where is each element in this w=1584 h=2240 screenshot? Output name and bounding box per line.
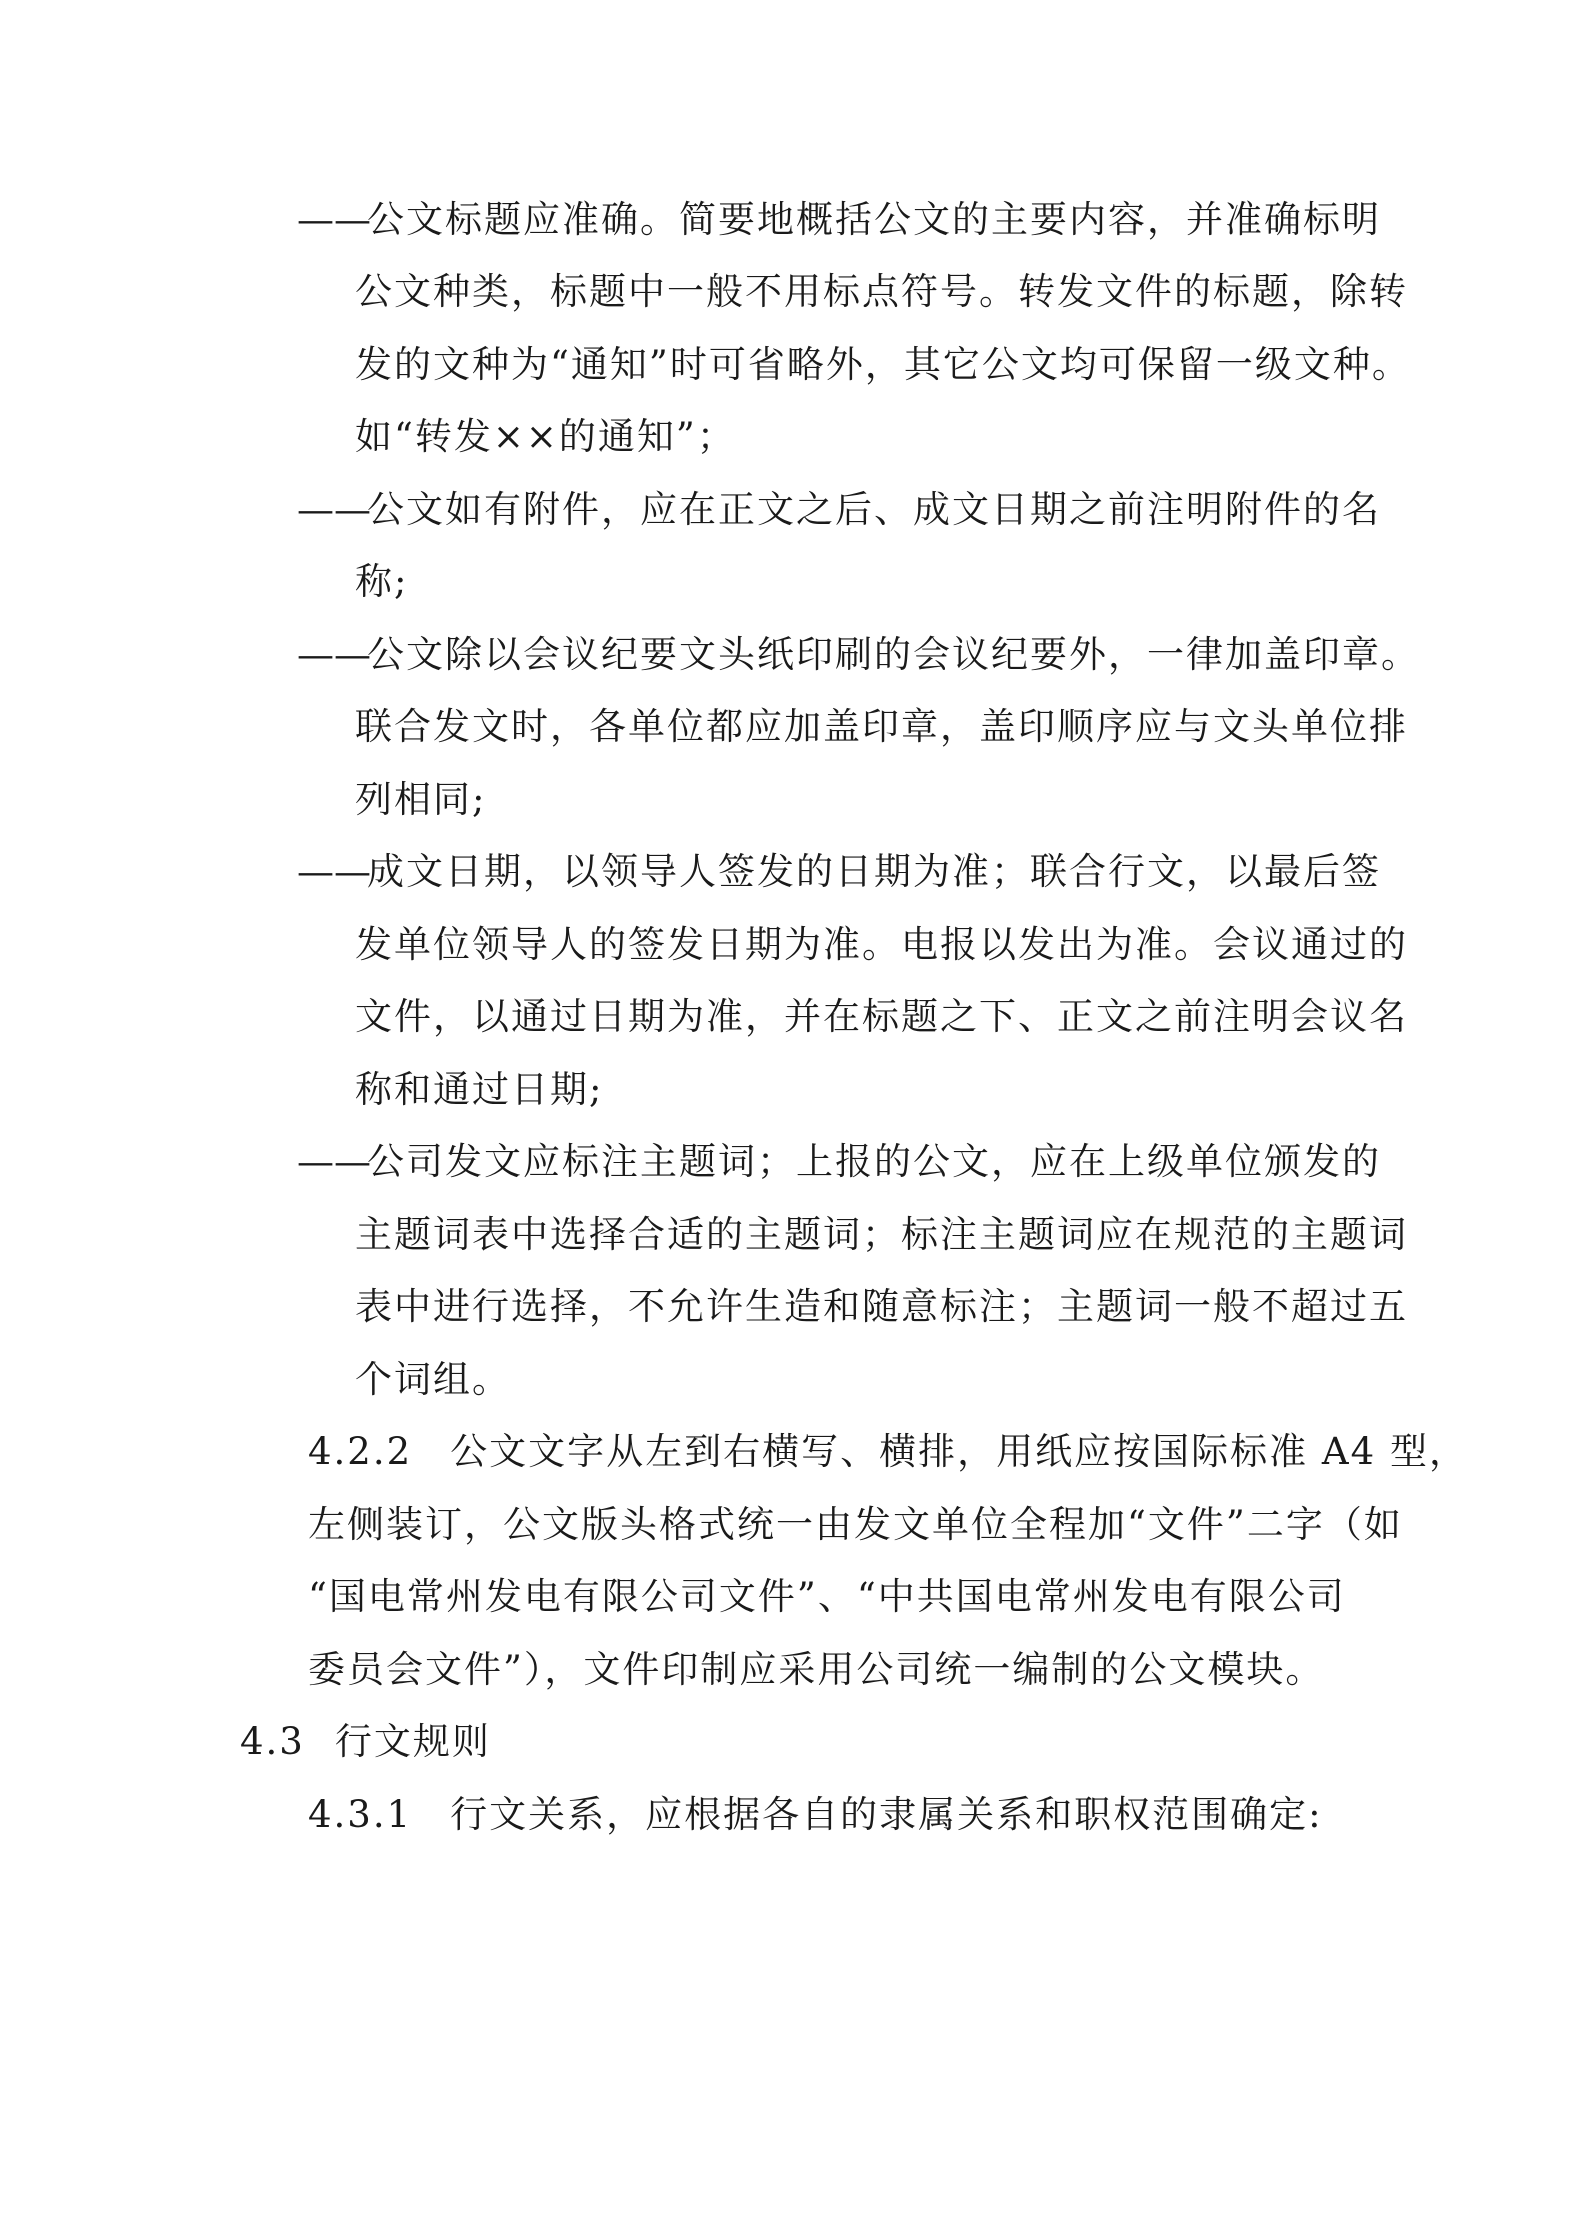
- section-4-2-2-line-3: “国电常州发电有限公司文件”、“中共国电常州发电有限公司: [308, 1575, 1346, 1618]
- section-title: 行文规则: [334, 1720, 491, 1763]
- list-item-5-line-2: 主题词表中选择合适的主题词；标注主题词应在规范的主题词: [355, 1213, 1408, 1256]
- list-item-2-line-2: 称;: [355, 560, 409, 603]
- list-item-5-line-3: 表中进行选择，不允许生造和随意标注；主题词一般不超过五: [355, 1285, 1408, 1328]
- item-dash: ——: [297, 633, 371, 676]
- section-4-2-2-line-1: 4.2.2 公文文字从左到右横写、横排，用纸应按国际标准 A4 型，: [308, 1430, 1468, 1473]
- list-item-3-line-1: ——公文除以会议纪要文头纸印刷的会议纪要外，一律加盖印章。: [297, 633, 1420, 676]
- list-item-4-line-1: ——成文日期，以领导人签发的日期为准；联合行文，以最后签: [297, 850, 1381, 893]
- section-number: 4.3.1: [308, 1793, 413, 1836]
- section-4-3-heading: [240, 1719, 491, 1765]
- list-item-3-line-2: 联合发文时，各单位都应加盖印章，盖印顺序应与文头单位排: [355, 705, 1408, 748]
- list-item-1-line-2: 公文种类，标题中一般不用标点符号。转发文件的标题，除转: [355, 270, 1408, 313]
- section-4-2-2-line-2: 左侧装订，公文版头格式统一由发文单位全程加“文件”二字（如: [308, 1503, 1403, 1546]
- item-dash: ——: [297, 850, 371, 893]
- list-item-4-line-4: 称和通过日期;: [355, 1068, 604, 1111]
- item-dash: ——: [297, 488, 371, 531]
- item-dash: ——: [297, 198, 371, 241]
- list-item-2-line-1: ——公文如有附件，应在正文之后、成文日期之前注明附件的名: [297, 488, 1381, 531]
- list-item-1-line-3: 发的文种为“通知”时可省略外，其它公文均可保留一级文种。: [355, 343, 1411, 386]
- list-item-3-line-3: 列相同;: [355, 778, 487, 821]
- list-item-4-line-2: 发单位领导人的签发日期为准。电报以发出为准。会议通过的: [355, 923, 1408, 966]
- section-number: 4.3: [240, 1720, 305, 1763]
- item-dash: ——: [297, 1140, 371, 1183]
- list-item-1-line-4: 如“转发××的通知”；: [355, 415, 736, 458]
- section-4-3-1-line: 4.3.1 行文关系，应根据各自的隶属关系和职权范围确定:: [308, 1793, 1323, 1836]
- list-item-1-line-1: ——公文标题应准确。简要地概括公文的主要内容，并准确标明: [297, 198, 1381, 241]
- list-item-5-line-1: ——公司发文应标注主题词；上报的公文，应在上级单位颁发的: [297, 1140, 1381, 1183]
- section-number: 4.2.2: [308, 1430, 413, 1473]
- section-4-2-2-line-4: 委员会文件”），文件印制应采用公司统一编制的公文模块。: [308, 1648, 1325, 1691]
- list-item-4-line-3: 文件，以通过日期为准，并在标题之下、正文之前注明会议名: [355, 995, 1408, 1038]
- list-item-5-line-4: 个词组。: [355, 1358, 511, 1401]
